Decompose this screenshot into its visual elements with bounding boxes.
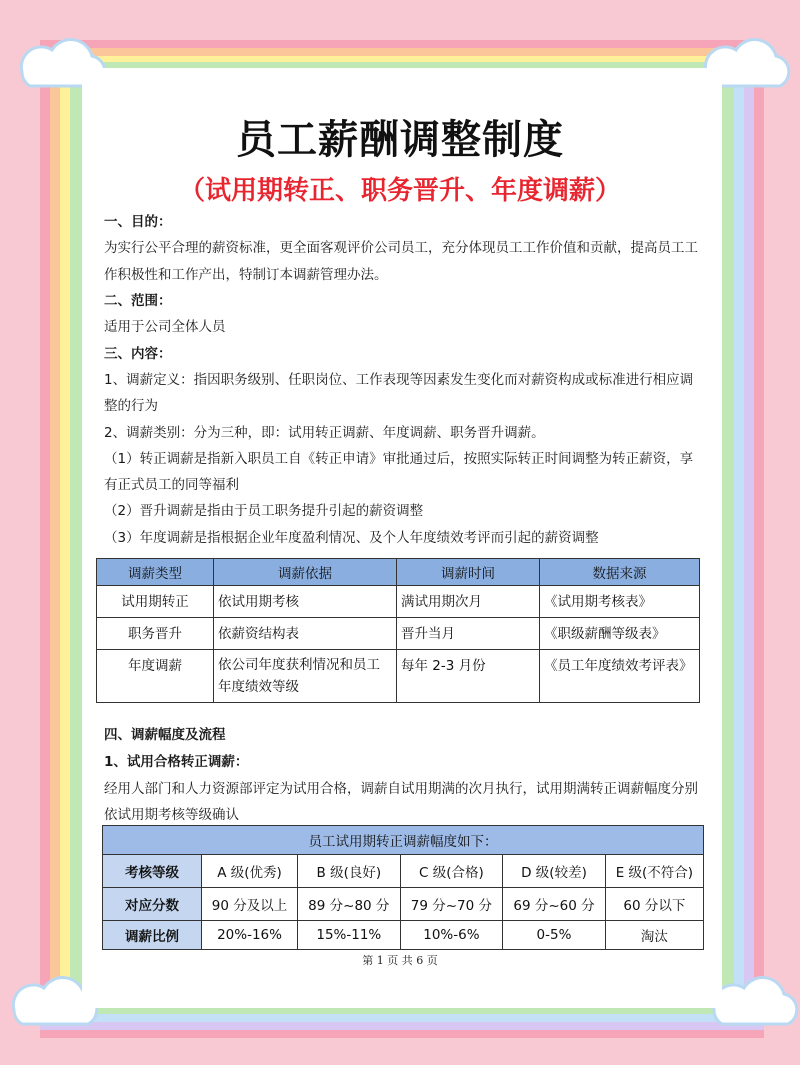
table-cell: 调薪比例 [103,921,202,950]
table-cell: 20%-16% [202,921,298,950]
paragraph-line: （3）年度调薪是指根据企业年度盈利情况、及个人年度绩效考评而引起的薪资调整 [104,530,599,546]
paragraph-line: 依试用期考核等级确认 [104,807,239,823]
table-row [103,921,704,950]
table-row [97,650,700,703]
table-cell: 晋升当月 [397,618,540,650]
section-heading-purpose: 一、目的： [104,214,172,230]
paragraph-line: 适用于公司全体人员 [104,319,226,335]
table-cell: 淘汰 [605,921,703,950]
salary-adjustment-type-table [96,558,700,703]
table-cell: 《员工年度绩效考评表》 [540,650,700,703]
table-cell: 满试用期次月 [397,586,540,618]
table-cell: 《试用期考核表》 [540,586,700,618]
table-header-cell: 数据来源 [540,559,700,586]
paragraph-line: 整的行为 [104,398,158,414]
table-cell: 60 分以下 [605,888,703,921]
page-subtitle: （试用期转正、职务晋升、年度调薪） [178,176,621,206]
table-cell: C 级(合格) [400,855,503,888]
table-caption-row [103,826,704,855]
page-footer: 第 1 页 共 6 页 [362,954,438,967]
table-caption: 员工试用期转正调薪幅度如下： [103,826,704,855]
section-heading-range: 四、调薪幅度及流程 [104,727,226,743]
sub-heading: 1、试用合格转正调薪： [104,754,249,770]
paragraph-line: 1、调薪定义：指因职务级别、任职岗位、工作表现等因素发生变化而对薪资构成或标准进行相应调 [104,372,694,388]
table-row [97,586,700,618]
table-cell: 年度调薪 [97,650,214,703]
page-title: 员工薪酬调整制度 [236,117,564,163]
table-cell: E 级(不符合) [605,855,703,888]
paragraph-line: （1）转正调薪是指新入职员工自《转正申请》审批通过后，按照实际转正时间调整为转正薪资，享 [104,451,694,467]
table-row [103,855,704,888]
table-cell: 试用期转正 [97,586,214,618]
table-header-cell: 调薪依据 [214,559,397,586]
table-cell: B 级(良好) [298,855,401,888]
probation-raise-table [102,825,704,950]
table-cell: 0-5% [503,921,606,950]
table-cell: D 级(较差) [503,855,606,888]
table-row [97,618,700,650]
table-cell: 89 分~80 分 [298,888,401,921]
table-cell: 《职级薪酬等级表》 [540,618,700,650]
table-cell: A 级(优秀) [202,855,298,888]
table-row [103,888,704,921]
paragraph-line: 经用人部门和人力资源部评定为试用合格，调薪自试用期满的次月执行，试用期满转正调薪幅度分别 [104,781,698,797]
paragraph-line: 为实行公平合理的薪资标准，更全面客观评价公司员工，充分体现员工工作价值和贡献，提高员工工 [104,240,698,256]
table-header-row [97,559,700,586]
paragraph-line: （2）晋升调薪是指由于员工职务提升引起的薪资调整 [104,503,424,519]
table-cell: 职务晋升 [97,618,214,650]
paragraph-line: 作积极性和工作产出，特制订本调薪管理办法。 [104,267,388,283]
section-heading-content: 三、内容： [104,346,172,362]
table-cell: 69 分~60 分 [503,888,606,921]
table-cell: 10%-6% [400,921,503,950]
table-cell: 依公司年度获利情况和员工年度绩效等级 [214,650,397,703]
table-cell: 考核等级 [103,855,202,888]
table-cell: 依薪资结构表 [214,618,397,650]
table-cell: 每年 2-3 月份 [397,650,540,703]
table-cell: 对应分数 [103,888,202,921]
table-cell: 15%-11% [298,921,401,950]
table-cell: 79 分~70 分 [400,888,503,921]
section-heading-scope: 二、范围： [104,293,172,309]
table-cell: 90 分及以上 [202,888,298,921]
table-cell: 依试用期考核 [214,586,397,618]
paragraph-line: 2、调薪类别：分为三种，即：试用转正调薪、年度调薪、职务晋升调薪。 [104,425,545,441]
table-header-cell: 调薪时间 [397,559,540,586]
table-header-cell: 调薪类型 [97,559,214,586]
paragraph-line: 有正式员工的同等福利 [104,477,239,493]
